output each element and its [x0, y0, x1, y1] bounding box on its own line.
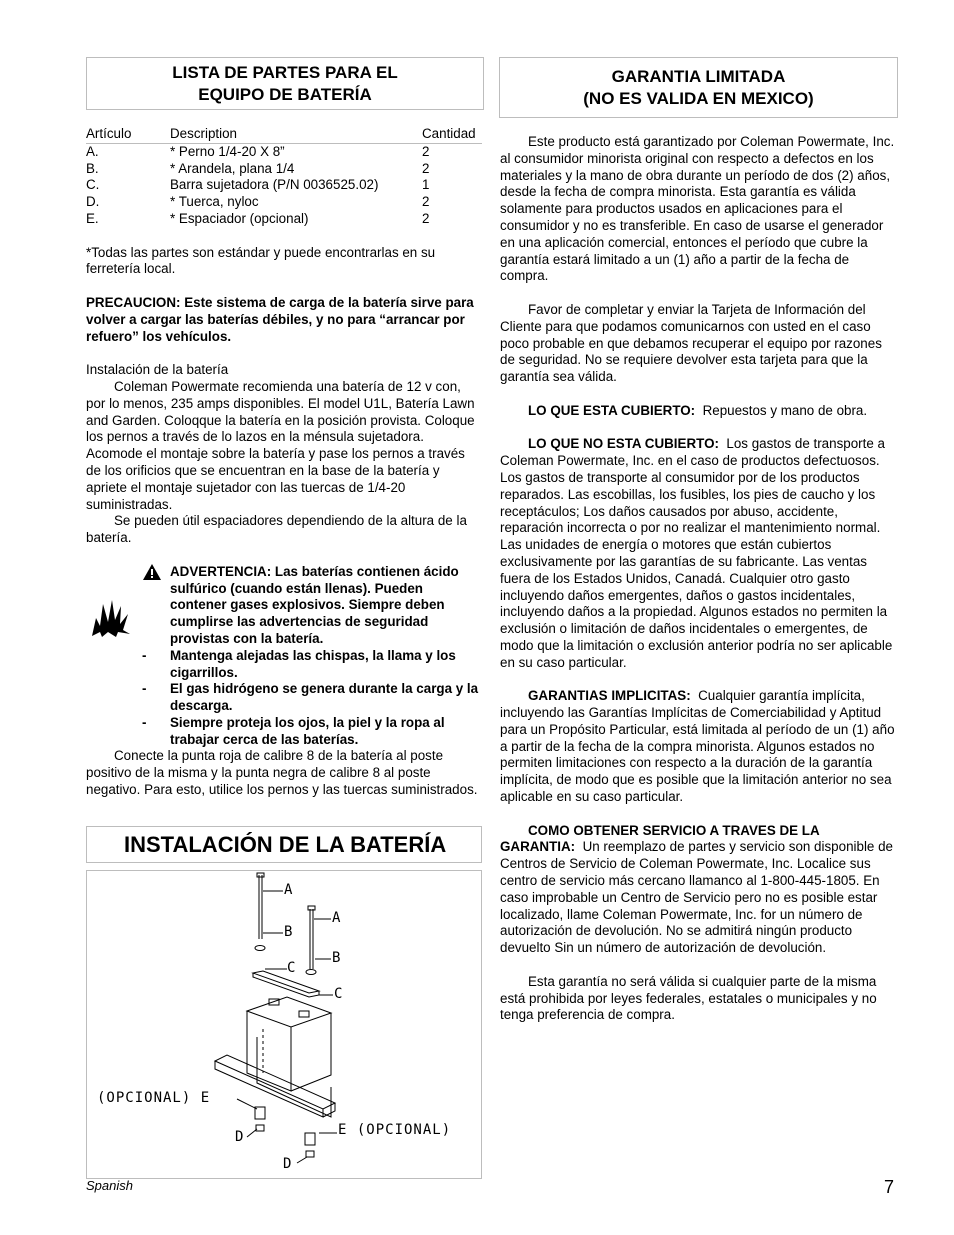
warning-dash: -: [142, 647, 147, 663]
installation-title: INSTALACIÓN DE LA BATERÍA: [124, 831, 447, 857]
diagram-label-d2: D: [283, 1156, 292, 1172]
diagram-label-c2: C: [334, 986, 343, 1002]
diagram-label-d1: D: [235, 1129, 244, 1145]
service-label: COMO OBTENER SERVICIO A TRAVES DE LA GARANTIA:: [500, 822, 820, 855]
installation-title-box: [86, 826, 482, 863]
battery-installation-diagram: [86, 870, 482, 1179]
part-description: * Perno 1/4-20 X 8”: [170, 143, 285, 159]
warranty-paragraph-1: Este producto está garantizado por Coleman Powermate, Inc. al consumidor minorista original con respecto a defectos en los materiales y la mano de obra durante un período de dos (2) años, desde la fecha de compra minorista. Esta garantía es válida solamente para productos usados en aplicaciones para el consumidor y no es transferible. En caso de usarse el generador en una aplicación comercial, entonces el período que cubre la garantía estará limitado a un (1) año a partir de la fecha de compra.: [500, 134, 895, 284]
implied-label: GARANTIAS IMPLICITAS:: [528, 688, 691, 704]
header-article: Artículo: [86, 126, 170, 143]
warning-block: [86, 564, 482, 749]
right-column: [500, 134, 898, 1041]
warranty-paragraph-2: Favor de completar y enviar la Tarjeta de Información del Cliente para que podamos comunicarnos con usted en el caso poco probable en que debamos recuperar el equipo por razones de seguridad. No se requiere devolver esta tarjeta para que la garantía sea válida.: [500, 301, 882, 385]
warranty-title-box: [499, 57, 898, 118]
warranty-title: GARANTIA LIMITADA (NO ES VALIDA EN MEXICO): [583, 66, 814, 108]
warning-main: [170, 564, 482, 648]
standard-parts-note: *Todas las partes son estándar y puede encontrarlas en su ferretería local.: [86, 244, 436, 277]
warning-item-text: El gas hidrógeno se genera durante la carga y la descarga.: [170, 681, 479, 714]
diagram-label-a1: A: [284, 882, 293, 898]
part-article: C.: [86, 177, 100, 193]
connect-paragraph: Conecte la punta roja de calibre 8 de la batería al poste positivo de la misma y la punta negra de calibre 8 al poste negativo. Para esto, utilice los pernos y las tuercas suministrados.: [86, 748, 478, 798]
diagram-label-b2: B: [332, 950, 341, 966]
part-article: B.: [86, 160, 99, 176]
warning-item: [142, 714, 482, 749]
not-covered-paragraph: [500, 436, 898, 671]
covered-paragraph: [500, 403, 898, 420]
install-paragraph-1: Coleman Powermate recomienda una batería de 12 v con, por lo menos, 235 amps disponibles. El model U1L, Batería Lawn and Garden. Coloqque la batería en la posición provista. Coloque los pernos a través de lo lazos en la ménsula sujetadora. Acomode el montaje sobre la batería y pase los pernos a través de los orificios que se encuentran en la base de la batería y apriete el montaje sujetador con las tuercas de 1/4-20 suministradas.: [86, 378, 475, 512]
header-quantity: Cantidad: [422, 126, 482, 143]
parts-table: [86, 126, 482, 228]
diagram-label-b1: B: [284, 924, 293, 940]
part-description: Barra sujetadora (P/N 0036525.02): [170, 177, 379, 193]
part-article: D.: [86, 194, 100, 210]
implied-text: Cualquier garantía implícita, incluyendo las Garantías Implícitas de Comerciabilidad y Aptitud para un Propósito Particular, está limitada al período de un (1) año a partir de la fecha de la compra minorista. Algunos estados no permiten limitaciones con respecto a la duración de la garantía implícita, de modo que es posible que la limitación anterior no sea aplicable en su caso particular.: [500, 688, 895, 805]
part-quantity: 1: [422, 177, 430, 193]
covered-label: LO QUE ESTA CUBIERTO:: [528, 402, 696, 418]
diagram-label-c1: C: [287, 960, 296, 976]
part-description: * Arandela, plana 1/4: [170, 160, 295, 176]
warning-dash: -: [142, 681, 147, 697]
service-text: Un reemplazo de partes y servicio son disponible de Centros de Servicio de Coleman Powermate, Inc. Localice sus centro de servicio más cercano llamanco al 1-800-445-1805. En caso improbable un Centro de Servicio pero no es posible estar localizado, llame Coleman Powermate, Inc. for un número de autorización de devolución. No se admitirá ningún producto devuelto Sin un número de autorización de devolución.: [500, 839, 893, 956]
header-description: Description: [170, 126, 422, 143]
warning-item-text: Mantenga alejadas las chispas, la llama y los cigarrillos.: [170, 647, 456, 680]
part-article: A.: [86, 143, 99, 159]
caution-text: PRECAUCION: Este sistema de carga de la batería sirve para volver a cargar las baterías débiles, y no para “arrancar por refuero” los vehículos.: [86, 294, 474, 344]
diagram-label-a2: A: [332, 910, 341, 926]
not-covered-label: LO QUE NO ESTA CUBIERTO:: [528, 436, 719, 452]
part-quantity: 2: [422, 160, 430, 176]
warning-item: [142, 647, 482, 682]
footer-language: Spanish: [86, 1178, 133, 1193]
not-covered-text: Los gastos de transporte a Coleman Powermate, Inc. en el caso de productos defectuosos. Los gastos de transporte al consumidor por de los productos reparados. Las escobillas, los fusibles, los pies de caucho y los receptáculos; Los daños causados por abuso, accidente, reparación incorrecta o por no realizar el mantenimiento normal. Las unidades de energía o motores que están cubiertos exclusivamente por las garantías de su fabricante. Las ventas fuera de los Estados Unidos, Canadá. Cualquier otro gasto incluyendo daños emergentes, daños o gastos incidentales, incluyendo daños a la propiedad. Algunos estados no permiten la exclusión o limitación de daños incidentales o emergentes, de modo que la limitación o exclusión anterior podría no ser aplicable en su caso particular.: [500, 436, 893, 670]
warning-item-text: Siempre proteja los ojos, la piel y la ropa al trabajar cerca de las baterías.: [170, 714, 445, 747]
part-description: * Espaciador (opcional): [170, 210, 309, 226]
install-paragraph-2: Se pueden útil espaciadores dependiendo de la altura de la batería.: [86, 513, 467, 546]
part-article: E.: [86, 210, 99, 226]
warning-dash: -: [142, 714, 147, 730]
diagram-label-e-left: (OPCIONAL) E: [97, 1090, 211, 1106]
part-quantity: 2: [422, 194, 430, 210]
table-row: [86, 161, 482, 178]
part-quantity: 2: [422, 143, 430, 159]
warning-triangle-icon: [143, 564, 161, 580]
implied-paragraph: [500, 688, 898, 806]
parts-list-title-box: [86, 57, 484, 110]
service-paragraph: [500, 823, 898, 957]
table-row: [86, 211, 482, 228]
parts-list-title: LISTA DE PARTES PARA EL EQUIPO DE BATERÍA: [172, 62, 398, 104]
table-row: [86, 194, 482, 211]
explosion-hazard-icon: [88, 596, 132, 640]
page-number: 7: [884, 1177, 895, 1197]
install-heading: Instalación de la batería: [86, 362, 229, 378]
part-quantity: 2: [422, 210, 430, 226]
parts-table-header: [86, 126, 482, 143]
left-column: [86, 126, 482, 799]
covered-text: Repuestos y mano de obra.: [702, 402, 868, 418]
diagram-label-e-right: E (OPCIONAL): [338, 1122, 452, 1138]
warranty-last-paragraph: Esta garantía no será válida si cualquier parte de la misma está prohibida por leyes federales, estatales o municipales y no tenga preferencia de compra.: [500, 973, 877, 1023]
warning-main-text: ADVERTENCIA: Las baterías contienen ácido sulfúrico (cuando están llenas). Pueden contener gases explosivos. Siempre deben cumplirse las advertencias de seguridad provistas con la batería.: [170, 563, 459, 646]
table-row: [86, 177, 482, 194]
warning-item: [142, 681, 482, 715]
table-row: [86, 143, 482, 160]
part-description: * Tuerca, nyloc: [170, 194, 259, 210]
